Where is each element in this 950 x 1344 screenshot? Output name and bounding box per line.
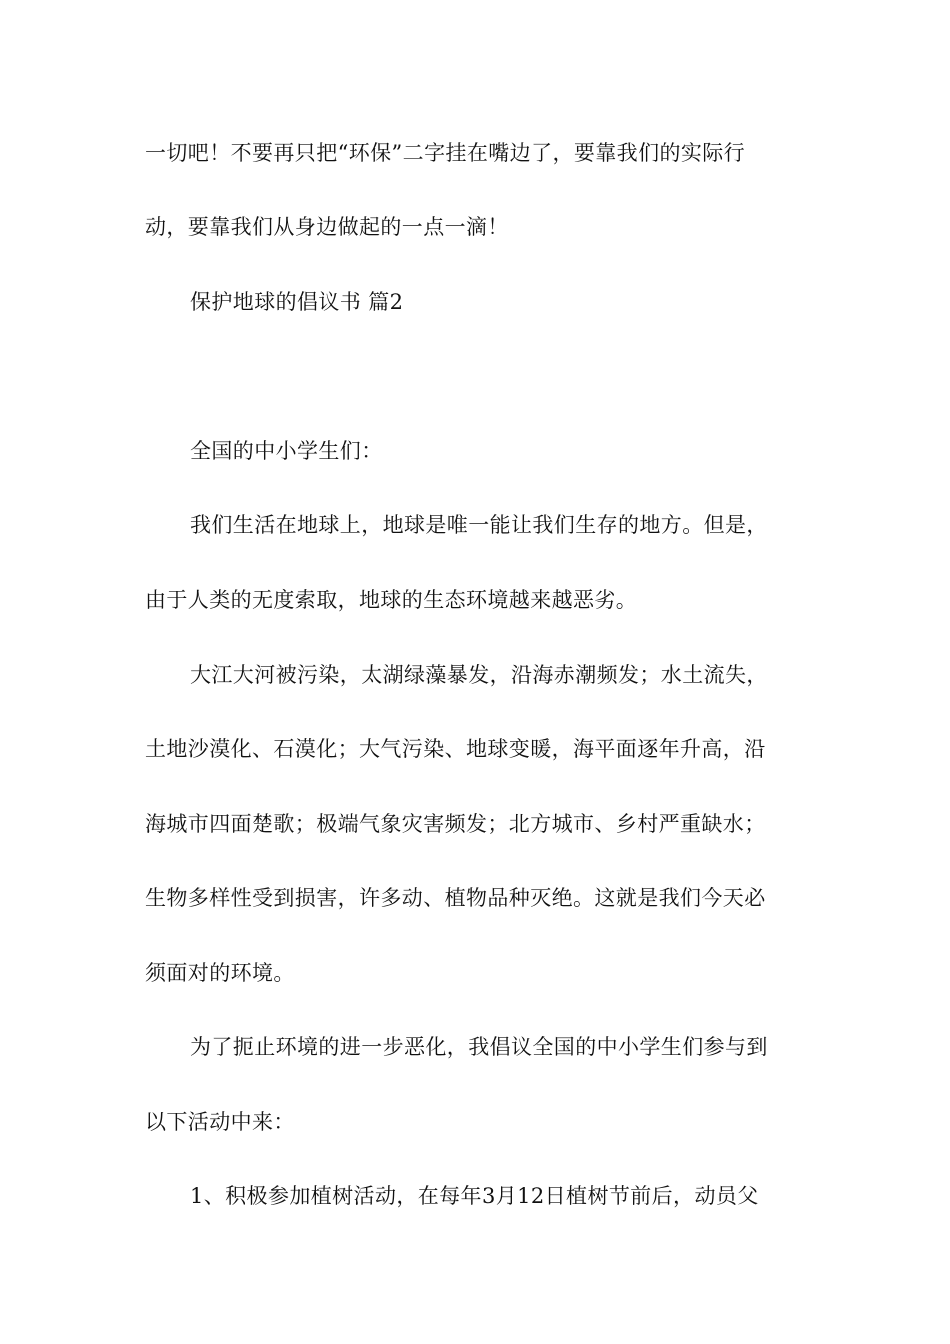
paragraph-line: 动，要靠我们从身边做起的一点一滴！: [145, 215, 509, 239]
paragraph-line: 大江大河被污染，太湖绿藻暴发，沿海赤潮频发；水土流失，: [190, 663, 768, 687]
section-heading: 保护地球的倡议书 篇2: [190, 290, 404, 314]
paragraph-line: 以下活动中来：: [145, 1110, 295, 1134]
paragraph-line: 我们生活在地球上，地球是唯一能让我们生存的地方。但是，: [190, 513, 768, 537]
paragraph-line: 土地沙漠化、石漠化；大气污染、地球变暖，海平面逐年升高，沿: [145, 737, 766, 761]
paragraph-line: 须面对的环境。: [145, 961, 295, 985]
paragraph-line: 由于人类的无度索取，地球的生态环境越来越恶劣。: [145, 588, 638, 612]
paragraph-line: 为了扼止环境的进一步恶化，我倡议全国的中小学生们参与到: [190, 1035, 768, 1059]
paragraph-line: 生物多样性受到损害，许多动、植物品种灭绝。这就是我们今天必: [145, 886, 766, 910]
list-item: 1、积极参加植树活动，在每年3月12日植树节前后，动员父: [190, 1184, 759, 1208]
paragraph-line: 海城市四面楚歌；极端气象灾害频发；北方城市、乡村严重缺水；: [145, 812, 766, 836]
paragraph-line: 一切吧！不要再只把“环保”二字挂在嘴边了，要靠我们的实际行: [145, 141, 746, 165]
salutation: 全国的中小学生们：: [190, 439, 383, 463]
